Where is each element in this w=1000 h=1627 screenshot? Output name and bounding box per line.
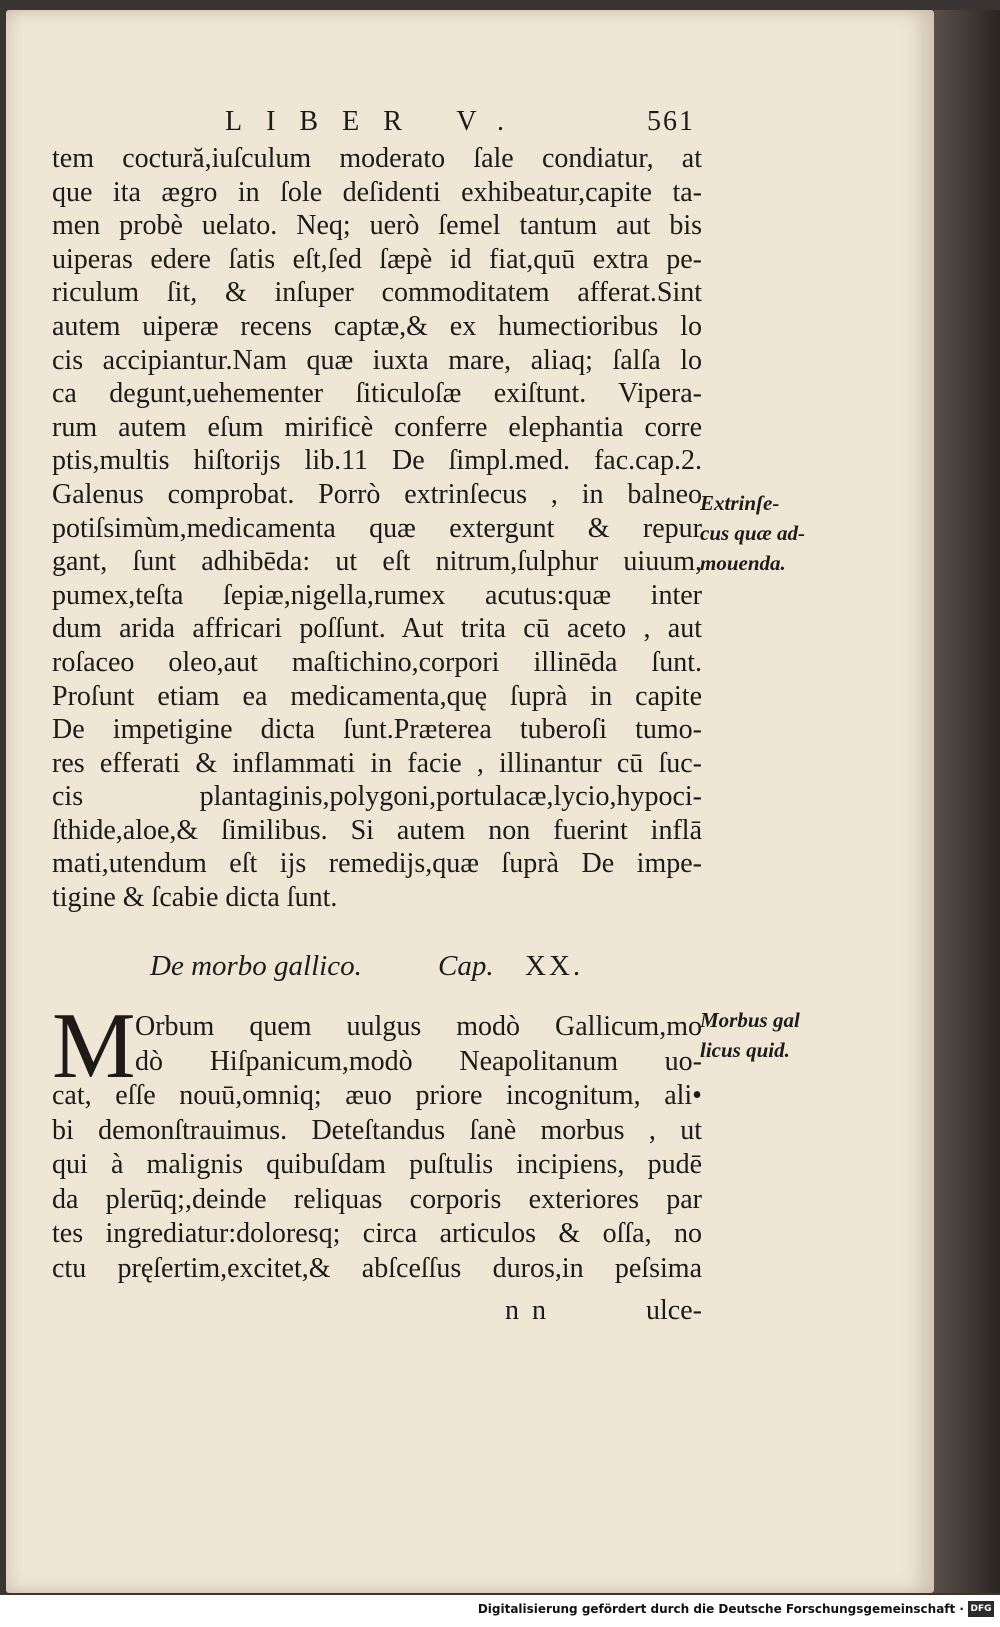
signature-mark: n n bbox=[505, 1295, 549, 1326]
footer-credit: Digitalisierung gefördert durch die Deutsche Forschungsgemeinschaft · bbox=[477, 1602, 964, 1616]
text-line: ptis,multis hiſtorijs lib.11 De ſimpl.med. fac.cap.2. bbox=[52, 445, 702, 477]
margin-note-extrinsecus bbox=[700, 488, 860, 578]
text-line: potiſsimùm,medicamenta quæ extergunt & repur bbox=[52, 512, 702, 544]
text-line: cis plantaginis,polygoni,portulacæ,lycio,hypoci- bbox=[52, 781, 702, 813]
margin-note-line: mouenda. bbox=[700, 551, 786, 575]
margin-note-line: licus quid. bbox=[700, 1038, 790, 1062]
text-line-last: tigine & ſcabie dicta ſunt. bbox=[52, 882, 338, 914]
running-head bbox=[225, 106, 695, 146]
text-line: tem coctură,iuſculum moderato ſale condiatur, at bbox=[52, 143, 702, 174]
dfg-logo: DFG bbox=[968, 1601, 994, 1617]
text-line: cis accipiantur.Nam quæ iuxta mare, aliaq; ſalſa lo bbox=[52, 344, 702, 376]
page-number: 561 bbox=[647, 106, 695, 137]
text-line: mati,utendum eſt ijs remedijs,quæ ſuprà De impe- bbox=[52, 848, 702, 880]
text-line: riculum ſit, & inſuper commoditatem afferat.Sint bbox=[52, 277, 702, 309]
catchword-line bbox=[505, 1295, 702, 1331]
footer-bar bbox=[0, 1595, 1000, 1627]
text-line: cat, eſſe nouū,omniq; æuo priore incognitum, ali• bbox=[52, 1080, 702, 1111]
drop-capital: M bbox=[52, 994, 136, 1098]
chapter-text bbox=[52, 994, 702, 1286]
margin-note-line: cus quæ ad- bbox=[700, 521, 806, 545]
text-line: De impetigine dicta ſunt.Præterea tuberoſi tumo- bbox=[52, 714, 702, 746]
text-line: roſaceo oleo,aut maſtichino,corpori illinēda ſunt. bbox=[52, 646, 702, 678]
text-line: dò Hiſpanicum,modò Neapolitanum uo- bbox=[135, 1045, 702, 1077]
text-line: tes ingrediatur:doloresq; circa articulos & oſſa, no bbox=[52, 1218, 702, 1249]
text-line: gant, ſunt adhibēda: ut eſt nitrum,ſulphur uiuum, bbox=[52, 546, 702, 578]
text-line: ca degunt,uehementer ſiticuloſæ exiſtunt. Vipera- bbox=[52, 378, 702, 410]
chapter-heading bbox=[150, 950, 600, 990]
text-line: men probè uelato. Neq; uerò ſemel tantum aut bis bbox=[52, 210, 702, 242]
body-text bbox=[52, 142, 702, 915]
catchword: ulce- bbox=[646, 1295, 702, 1326]
margin-note-line: Morbus gal bbox=[700, 1008, 800, 1032]
text-line: dum arida affricari poſſunt. Aut trita cū aceto , aut bbox=[52, 613, 702, 645]
chapter-title: De morbo gallico. bbox=[150, 950, 362, 982]
text-line: que ita ægro in ſole deſidenti exhibeatur,capite ta- bbox=[52, 176, 702, 208]
text-line: Proſunt etiam ea medicamenta,quę ſuprà in capite bbox=[52, 680, 702, 712]
text-line: rum autem eſum mirificè conferre elephantia corre bbox=[52, 411, 702, 443]
text-line: Orbum quem uulgus modò Gallicum,mo bbox=[135, 1011, 702, 1042]
text-line: autem uiperæ recens captæ,& ex humectioribus lo bbox=[52, 310, 702, 342]
margin-note-line: Extrinſe- bbox=[700, 491, 780, 515]
text-line: Galenus comprobat. Porrò extrinſecus , in balneo bbox=[52, 478, 702, 510]
chapter-number: XX. bbox=[525, 950, 584, 982]
book-spine bbox=[934, 10, 1000, 1593]
margin-note-morbus bbox=[700, 1005, 860, 1065]
chapter-cap-label: Cap. bbox=[438, 950, 494, 982]
text-line: uiperas edere ſatis eſt,ſed ſæpè id fiat,quū extra pe- bbox=[52, 243, 702, 275]
text-line: ctu pręſertim,excitet,& abſceſſus duros,in peſsima bbox=[52, 1252, 702, 1284]
text-line: pumex,teſta ſepiæ,nigella,rumex acutus:quæ inter bbox=[52, 579, 702, 611]
text-line: da plerūq;,deinde reliquas corporis exteriores par bbox=[52, 1183, 702, 1215]
text-line: res efferati & inflammati in facie , illinantur cū ſuc- bbox=[52, 747, 702, 779]
text-line: bi demonſtrauimus. Deteſtandus ſanè morbus , ut bbox=[52, 1114, 702, 1146]
running-head-title: LIBER V. bbox=[225, 106, 528, 137]
text-line: qui à malignis quibuſdam puſtulis incipiens, pudē bbox=[52, 1149, 702, 1180]
text-line: ſthide,aloe,& ſimilibus. Si autem non fuerint inflā bbox=[52, 814, 702, 846]
